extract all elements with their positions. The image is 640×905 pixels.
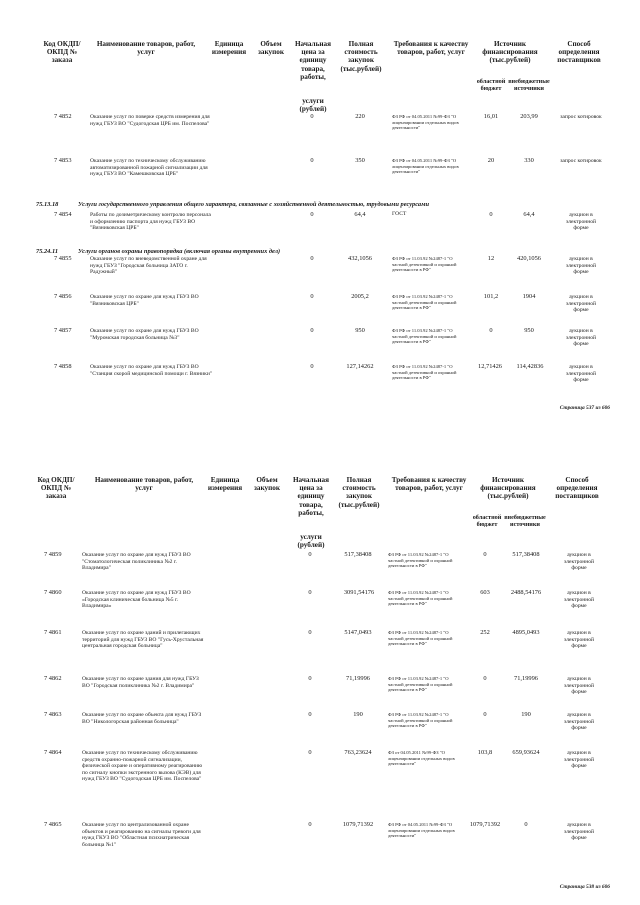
item-name: Оказание услуг по централизованной охране объектов и реагированию на сигналы тревоги для нужд ГКУЗ ВО "Областная психиатрическая больница №1" xyxy=(82,822,201,848)
item-name: Работы по дозиметрическому контролю персонала и оформлению паспорта для нужд ГБУЗ ВО "Вязниковская ЦРБ" xyxy=(90,212,211,232)
procurement-method: аукцион в электронной форме xyxy=(563,822,595,842)
header-source-regional: областной бюджет xyxy=(476,78,506,92)
procurement-method: аукцион в электронной форме xyxy=(565,212,597,232)
header-volume: Объем закупок xyxy=(258,40,284,57)
total-cost: 950 xyxy=(355,327,365,334)
header-name: Наименование товаров, работ, услуг xyxy=(94,476,194,493)
requirements: ФЗ от 04.05.2011 №99-ФЗ "О лицензировании отдельных видов деятельности" xyxy=(388,750,455,767)
item-name: Оказание услуг по охране для нужд ГБУЗ ВО "Муромская городская больница №3" xyxy=(90,328,199,341)
table-row xyxy=(0,552,640,590)
header-unit-price-2: услуги (рублей) xyxy=(297,533,325,550)
regional-budget: 1079,71392 xyxy=(469,821,501,828)
item-name: Оказание услуг по охране здания для нужд ГБУЗ ВО "Городская поликлиника №2 г. Владимира" xyxy=(82,676,199,689)
nonbudget-sources: 203,99 xyxy=(520,113,538,120)
header-unit: Единица измерения xyxy=(207,476,243,493)
order-number: 7 4856 xyxy=(54,293,72,300)
procurement-method: аукцион в электронной форме xyxy=(565,256,597,276)
item-name: Оказание услуг по охране зданий и прилегающих территорий для нужд ГБУЗ ВО "Гусь-Хрустальная центральная городская больница" xyxy=(82,630,204,650)
total-cost: 71,19996 xyxy=(346,675,370,682)
total-cost: 127,14262 xyxy=(346,363,374,370)
order-number: 7 4864 xyxy=(44,749,62,756)
total-cost: 517,38408 xyxy=(344,551,372,558)
unit-price: 0 xyxy=(310,327,314,334)
header-code: Код ОКДП/ ОКПД № заказа xyxy=(37,476,75,501)
requirements: ФЗ РФ от 11.03.92 №2487-1 "О частной детективной и охранной деятельности в РФ" xyxy=(388,676,453,693)
unit-price: 0 xyxy=(310,113,314,120)
page-538 xyxy=(0,470,640,905)
nonbudget-sources: 950 xyxy=(524,327,534,334)
table-row xyxy=(0,328,640,364)
nonbudget-sources: 4895,0493 xyxy=(512,629,540,636)
requirements: ФЗ РФ от 11.03.92 №2487-1 "О частной детективной и охранной деятельности в РФ" xyxy=(392,294,457,311)
page-counter: Страница 538 из 606 xyxy=(559,884,610,890)
total-cost: 5147,0493 xyxy=(344,629,372,636)
nonbudget-sources: 330 xyxy=(524,157,534,164)
procurement-method: аукцион в электронной форме xyxy=(565,294,597,314)
regional-budget: 12,71426 xyxy=(478,363,502,370)
order-number: 7 4857 xyxy=(54,327,72,334)
header-method: Способ определения поставщиков xyxy=(557,40,601,65)
table-row xyxy=(0,256,640,294)
unit-price: 0 xyxy=(308,675,312,682)
header-name: Наименование товаров, работ, услуг xyxy=(96,40,196,57)
requirements: ФЗ РФ от 04.05.2011 №99-ФЗ "О лицензировании отдельных видов деятельности" xyxy=(392,114,459,131)
regional-budget: 12 xyxy=(487,255,495,262)
header-requirements: Требования к качеству товаров, работ, услуг xyxy=(391,476,467,493)
table-row xyxy=(0,676,640,712)
item-name: Оказание услуг по охране для нужд ГБУЗ ВО "Вязниковская ЦРБ" xyxy=(90,294,199,307)
order-number: 7 4860 xyxy=(44,589,62,596)
table-row xyxy=(0,364,640,402)
item-name: Оказание услуг по поверке средств измерения для нужд ГБУЗ ВО "Судогодская ЦРБ им. Поспелова" xyxy=(90,114,210,127)
regional-budget: 0 xyxy=(489,327,493,334)
item-name: Оказание услуг по охране для нужд ГБУЗ ВО "Стоматологическая поликлиника №2 г. Владимира" xyxy=(82,552,191,572)
header-source: Источник финансирования (тыс.рублей) xyxy=(480,476,536,501)
total-cost: 1079,71392 xyxy=(342,821,374,828)
header-unit: Единица измерения xyxy=(211,40,247,57)
procurement-method: запрос котировок xyxy=(560,158,602,164)
requirements: ФЗ РФ от 04.05.2011 №99-ФЗ "О лицензировании отдельных видов деятельности" xyxy=(388,822,455,839)
unit-price: 0 xyxy=(308,551,312,558)
item-name: Оказание услуг по охране объекта для нужд ГБУЗ ВО "Никологорская районная больница" xyxy=(82,712,202,725)
regional-budget: 101,2 xyxy=(483,293,499,300)
procurement-method: запрос котировок xyxy=(560,114,602,120)
header-total: Полная стоимость закупок (тыс.рублей) xyxy=(338,476,380,509)
procurement-method: аукцион в электронной форме xyxy=(563,676,595,696)
page-counter: Страница 537 из 606 xyxy=(559,405,610,411)
unit-price: 0 xyxy=(310,211,314,218)
unit-price: 0 xyxy=(310,157,314,164)
header-source-nonbudget: внебюджетные источники xyxy=(508,78,550,92)
table-row xyxy=(0,212,640,246)
total-cost: 64,4 xyxy=(354,211,366,218)
regional-budget: 0 xyxy=(483,675,487,682)
nonbudget-sources: 114,42836 xyxy=(516,363,544,370)
requirements: ФЗ РФ от 11.03.92 №2487-1 "О частной детективной и охранной деятельности в РФ" xyxy=(392,328,457,345)
nonbudget-sources: 1904 xyxy=(522,293,536,300)
table-header xyxy=(0,40,640,120)
order-number: 7 4863 xyxy=(44,711,62,718)
section-code: 75.24.11 xyxy=(36,248,59,255)
total-cost: 350 xyxy=(355,157,365,164)
table-row xyxy=(0,712,640,748)
unit-price: 0 xyxy=(308,821,312,828)
table-header xyxy=(0,476,640,556)
procurement-method: аукцион в электронной форме xyxy=(563,750,595,770)
nonbudget-sources: 517,38408 xyxy=(512,551,540,558)
unit-price: 0 xyxy=(310,255,314,262)
total-cost: 220 xyxy=(355,113,365,120)
nonbudget-sources: 2488,54176 xyxy=(510,589,542,596)
total-cost: 3091,54176 xyxy=(343,589,375,596)
procurement-method: аукцион в электронной форме xyxy=(563,630,595,650)
unit-price: 0 xyxy=(308,749,312,756)
requirements: ФЗ РФ от 11.03.92 №2487-1 "О частной детективной и охранной деятельности в РФ" xyxy=(388,630,453,647)
header-code: Код ОКДП/ ОКПД № заказа xyxy=(43,40,81,65)
item-name: Оказание услуг по техническому обслуживанию средств охранно-пожарной сигнализации, физической охране и оперативному реагированию по сигналу кнопки экстренного вызова (КЭВ) для нужд ГБУЗ ВО "Судогодская ЦРБ им. Поспелова" xyxy=(82,750,203,783)
regional-budget: 0 xyxy=(489,211,493,218)
header-method: Способ определения поставщиков xyxy=(555,476,599,501)
table-row xyxy=(0,590,640,630)
unit-price: 0 xyxy=(308,711,312,718)
section-code: 75.13.18 xyxy=(36,201,59,208)
total-cost: 190 xyxy=(353,711,363,718)
order-number: 7 4859 xyxy=(44,551,62,558)
table-row xyxy=(0,114,640,154)
order-number: 7 4861 xyxy=(44,629,62,636)
nonbudget-sources: 659,93624 xyxy=(512,749,540,756)
requirements: ФЗ РФ от 11.03.92 №2487-1 "О частной детективной и охранной деятельности в РФ" xyxy=(388,712,453,729)
nonbudget-sources: 64,4 xyxy=(523,211,535,218)
header-total: Полная стоимость закупок (тыс.рублей) xyxy=(340,40,382,73)
nonbudget-sources: 190 xyxy=(521,711,531,718)
unit-price: 0 xyxy=(308,589,312,596)
regional-budget: 20 xyxy=(487,157,495,164)
procurement-method: аукцион в электронной форме xyxy=(565,364,597,384)
requirements: ФЗ РФ от 11.03.92 №2487-1 "О частной детективной и охранной деятельности в РФ" xyxy=(392,256,457,273)
header-volume: Объем закупок xyxy=(254,476,280,493)
unit-price: 0 xyxy=(310,293,314,300)
requirements: ГОСТ xyxy=(392,211,407,217)
procurement-method: аукцион в электронной форме xyxy=(563,590,595,610)
header-unit-price: Начальная цена за единицу товара, работы, xyxy=(294,40,332,81)
header-unit-price-2: услуги (рублей) xyxy=(299,97,327,114)
regional-budget: 603 xyxy=(480,589,490,596)
item-name: Оказание услуг по охране для нужд ГБУЗ ВО "Станция скорой медицинской помощи г. Вязники" xyxy=(90,364,213,377)
regional-budget: 0 xyxy=(483,711,487,718)
nonbudget-sources: 420,1056 xyxy=(517,255,541,262)
table-row xyxy=(0,630,640,676)
nonbudget-sources: 71,19996 xyxy=(514,675,538,682)
total-cost: 763,23624 xyxy=(344,749,372,756)
page-537 xyxy=(0,0,640,440)
item-name: Оказание услуг по охране для нужд ГБУЗ ВО «Городская клиническая больница №5 г. Владимира» xyxy=(82,590,191,610)
table-row xyxy=(0,158,640,200)
header-requirements: Требования к качеству товаров, работ, услуг xyxy=(393,40,469,57)
header-unit-price: Начальная цена за единицу товара, работы, xyxy=(292,476,330,517)
procurement-method: аукцион в электронной форме xyxy=(563,712,595,732)
total-cost: 2005,2 xyxy=(351,293,369,300)
unit-price: 0 xyxy=(308,629,312,636)
table-row xyxy=(0,294,640,330)
table-row xyxy=(0,750,640,808)
requirements: ФЗ РФ от 11.03.92 №2487-1 "О частной детективной и охранной деятельности в РФ" xyxy=(392,364,457,381)
item-name: Оказание услуг по техническому обслуживанию автоматизированной пожарной сигнализации для нужд ГБУЗ ВО "Камешковская ЦРБ" xyxy=(90,158,208,178)
order-number: 7 4854 xyxy=(54,211,72,218)
order-number: 7 4852 xyxy=(54,113,72,120)
total-cost: 432,1056 xyxy=(348,255,372,262)
regional-budget: 16,01 xyxy=(483,113,499,120)
section-text: Услуги органов охраны правопорядка (включая органы внутренних дел) xyxy=(78,248,281,255)
requirements: ФЗ РФ от 11.03.92 №2487-1 "О частной детективной и охранной деятельности в РФ" xyxy=(388,590,453,607)
requirements: ФЗ РФ от 11.03.92 №2487-1 "О частной детективной и охранной деятельности в РФ" xyxy=(388,552,453,569)
header-source-nonbudget: внебюджетные источники xyxy=(504,514,546,528)
order-number: 7 4855 xyxy=(54,255,72,262)
order-number: 7 4865 xyxy=(44,821,62,828)
regional-budget: 252 xyxy=(480,629,490,636)
header-source: Источник финансирования (тыс.рублей) xyxy=(482,40,538,65)
procurement-method: аукцион в электронной форме xyxy=(565,328,597,348)
nonbudget-sources: 0 xyxy=(524,821,528,828)
item-name: Оказание услуг по вневедомственной охране для нужд ГБУЗ "Городская больница ЗАТО г. Радужный" xyxy=(90,256,207,276)
order-number: 7 4853 xyxy=(54,157,72,164)
order-number: 7 4858 xyxy=(54,363,72,370)
regional-budget: 0 xyxy=(483,551,487,558)
requirements: ФЗ РФ от 04.05.2011 №99-ФЗ "О лицензировании отдельных видов деятельности" xyxy=(392,158,459,175)
table-row xyxy=(0,822,640,862)
unit-price: 0 xyxy=(310,363,314,370)
procurement-method: аукцион в электронной форме xyxy=(563,552,595,572)
section-text: Услуги государственного управления общего характера, связанные с хозяйственной деятельностью, трудовыми ресурсами xyxy=(78,201,430,208)
order-number: 7 4862 xyxy=(44,675,62,682)
regional-budget: 103,8 xyxy=(477,749,493,756)
header-source-regional: областной бюджет xyxy=(472,514,502,528)
